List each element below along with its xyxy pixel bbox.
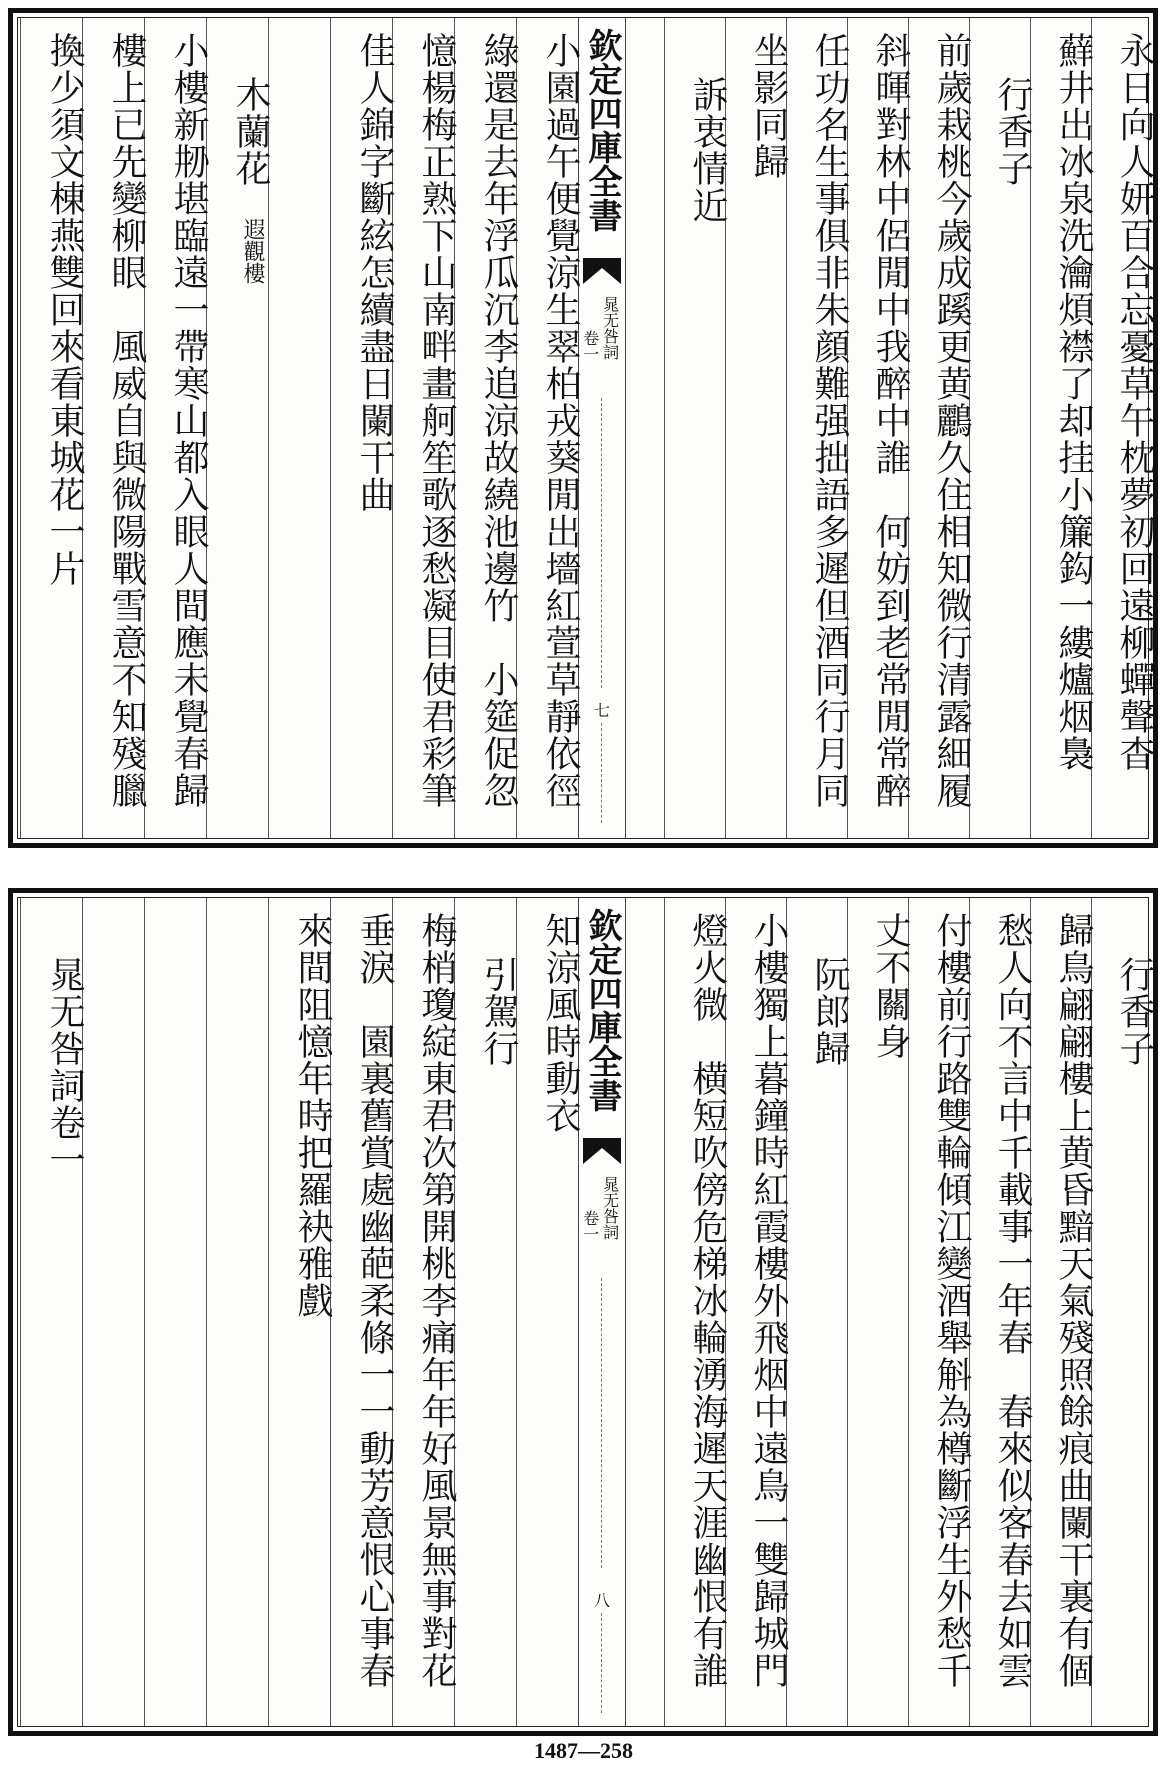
text-column [82,898,144,1726]
text-column [847,898,911,1726]
text-column [144,898,206,1726]
text-column [969,898,1033,1726]
column-text: 憶楊梅正熟下山南畔畫舸笙歌逐愁凝目使君彩筆 [416,32,457,809]
text-column [847,18,911,838]
column-text: 小樓新刱堪臨遠一帶寒山都入眼人間應未覺春歸 [168,32,209,809]
column-text: 垂淚 園裏舊賞處幽葩柔條一一動芳意恨心事春 [354,912,395,1689]
volume-label: 卷一 [580,330,600,362]
column-note: 遐觀樓 [240,218,265,284]
bottom-page [8,888,1158,1736]
text-column [268,898,333,1726]
column-text: 付樓前行路雙輪傾江變酒舉斛為樽斷浮生外愁千 [931,912,972,1689]
page-number: 八 [594,1591,611,1610]
column-text: 行香子 [1114,956,1155,1067]
column-text: 綠還是去年浮瓜沉李追涼故繞池邊竹 小筵促忽 [478,32,519,809]
text-column [144,18,209,838]
text-column [330,898,395,1726]
column-text: 永日向人妍百合忘憂草午枕夢初回遠柳蟬聲杳 [1114,32,1155,772]
column-text: 任功名生事俱非朱顔難强拙語多遲但酒同行月同 [809,32,850,809]
text-column [786,18,850,838]
column-text: 小樓獨上暮鐘時紅霞樓外飛烟中遠鳥一雙歸城門 [748,912,789,1689]
text-column [20,898,85,1726]
column-text: 丈不關身 [870,912,911,1060]
column-text: 行香子 [992,76,1033,187]
volume-end-title: 晁无咎詞卷一 [44,956,85,1178]
bottom-page-frame [17,897,1155,1727]
column-text: 木蘭花 [230,76,271,187]
column-text: 知涼風時動衣 [540,912,581,1134]
fold-line [601,1613,602,1713]
text-column [908,898,972,1726]
text-column [330,18,395,838]
center-fold [578,898,626,1726]
book-title: 欽定四庫全書 [582,908,622,1112]
text-column [268,18,330,838]
text-column [664,18,728,838]
top-page [8,8,1158,848]
text-column [664,898,728,1726]
text-column [1091,898,1155,1726]
column-text: 蘚井出冰泉洗瀹煩襟了却挂小簾鈎一縷爐烟裊 [1053,32,1094,772]
text-column [969,18,1033,838]
column-text: 來間阻憶年時把羅袂雅戲 [292,912,333,1319]
column-text: 前歲栽桃今歲成蹊更黄鸝久住相知微行清露細履 [931,32,972,809]
work-title: 晁无咎詞 [600,296,620,360]
text-column [1030,898,1094,1726]
column-text: 樓上已先變柳眼 風威自與微陽戰雪意不知殘臘 [106,32,147,809]
column-text: 佳人錦字斷絃怎續盡日闌干曲 [354,32,395,513]
text-column [206,898,268,1726]
column-text: 小園過午便覺涼生翠柏戎葵閒出墻紅萱草靜依徑 [540,32,581,809]
text-column [454,18,519,838]
top-page-frame [17,17,1155,839]
text-column [82,18,147,838]
page-code: 1487—258 [534,1738,633,1763]
text-column [725,18,789,838]
fold-line [601,723,602,823]
fold-line [601,1278,602,1568]
column-text: 換少須文棟燕雙回來看東城花一片 [44,32,85,587]
column-text: 訴衷情近 [687,76,728,224]
text-column [1091,18,1155,838]
text-column [20,18,85,838]
column-text: 引駕行 [478,956,519,1067]
column-text: 燈火微 横短吹傍危梯冰輪湧海遲天涯幽恨有誰 [687,912,728,1689]
fold-line [601,398,602,688]
book-title: 欽定四庫全書 [582,28,622,232]
fishtail-mark-icon [583,258,621,284]
column-text: 阮郎歸 [809,956,850,1067]
text-column [516,898,581,1726]
fishtail-mark-icon [583,1138,621,1164]
text-column [454,898,519,1726]
column-text: 歸鳥翩翩樓上黄昏黯天氣殘照餘痕曲闌干裏有個 [1053,912,1094,1689]
text-column [392,898,457,1726]
column-text: 梅梢瓊綻東君次第開桃李痛年年好風景無事對花 [416,912,457,1689]
center-fold [578,18,626,838]
column-text: 愁人向不言中千載事一年春 春來似客春去如雲 [992,912,1033,1689]
work-title: 晁无咎詞 [600,1176,620,1240]
column-text: 坐影同歸 [748,32,789,180]
text-column [1030,18,1094,838]
column-text: 斜暉對林中侶閒中我醉中誰 何妨到老常閒常醉 [870,32,911,809]
text-column [725,898,789,1726]
volume-label: 卷一 [580,1210,600,1242]
text-column [206,18,271,838]
text-column [908,18,972,838]
text-column [786,898,850,1726]
page-number: 七 [594,701,611,720]
text-column [392,18,457,838]
text-column [516,18,581,838]
